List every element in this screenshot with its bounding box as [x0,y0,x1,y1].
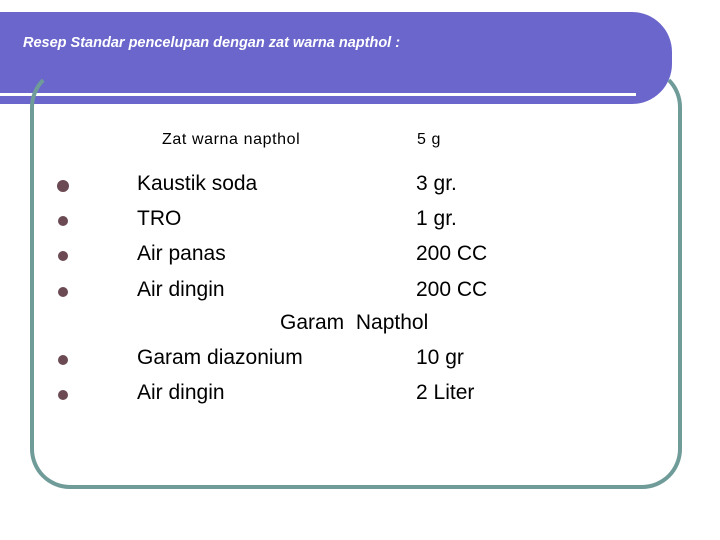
bullet-icon [58,390,68,400]
ingredient-amount: 5 g [417,131,442,148]
ingredient-amount: 2 Liter [416,381,475,404]
section-heading-row [0,311,720,341]
bullet-icon [58,355,68,365]
ingredient-amount: 200 CC [416,278,488,301]
ingredient-amount: 200 CC [416,242,488,265]
ingredient-label: Air dingin [137,278,225,301]
ingredient-label: Air panas [137,242,226,265]
recipe-row [0,242,720,272]
ingredient-label: Air dingin [137,381,225,404]
bullet-icon [58,216,68,226]
recipe-row [0,172,720,202]
recipe-row [0,207,720,237]
bullet-icon [57,180,69,192]
ingredient-label: TRO [137,207,182,230]
recipe-row [0,346,720,376]
ingredient-amount: 3 gr. [416,172,457,195]
slide-title: Resep Standar pencelupan dengan zat warna napthol : [23,35,401,51]
ingredient-label: Garam diazonium [137,346,303,369]
ingredient-amount: 10 gr [416,346,464,369]
recipe-row [0,131,720,161]
bullet-icon [58,251,68,261]
ingredient-amount: 1 gr. [416,207,457,230]
bullet-icon [58,287,68,297]
recipe-row [0,278,720,308]
recipe-row [0,381,720,411]
ingredient-label: Zat warna napthol [162,131,301,148]
section-heading: Garam Napthol [280,311,429,334]
ingredient-label: Kaustik soda [137,172,258,195]
